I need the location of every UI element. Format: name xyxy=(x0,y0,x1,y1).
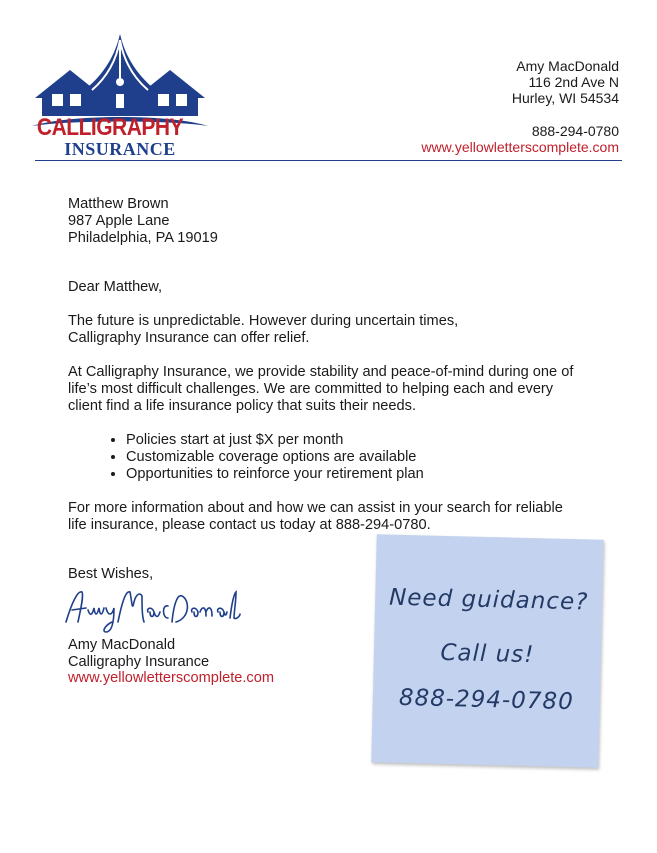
recipient-name: Matthew Brown xyxy=(68,196,169,212)
sender-city: Hurley, WI 54534 xyxy=(511,90,619,106)
sender-street: 116 2nd Ave N xyxy=(528,74,619,90)
signature-block xyxy=(68,637,274,687)
benefits-list xyxy=(68,432,588,483)
paragraph-1: The future is unpredictable. However during uncertain times, Calligraphy Insurance can offer relief. xyxy=(68,313,459,346)
recipient-address xyxy=(68,196,588,247)
recipient-city: Philadelphia, PA 19019 xyxy=(68,230,218,246)
sender-website-link[interactable]: www.yellowletterscomplete.com xyxy=(421,139,619,155)
recipient-street: 987 Apple Lane xyxy=(68,213,170,229)
list-item: • Policies start at just $X per month xyxy=(126,432,588,449)
list-item: • Customizable coverage options are available xyxy=(126,449,588,466)
header-divider xyxy=(35,160,622,161)
sign-company: Calligraphy Insurance xyxy=(68,653,210,670)
sender-info xyxy=(421,58,619,155)
note-line-2: Call us! xyxy=(440,639,535,669)
logo-text-insurance: INSURANCE xyxy=(64,139,176,159)
paragraph-2: At Calligraphy Insurance, we provide stability and peace-of-mind during one of life’s most difficult challenges. We are committed to helping each and every client find a life insurance policy that suits their needs. xyxy=(68,364,574,414)
list-item: • Opportunities to reinforce your retirement plan xyxy=(126,466,588,483)
sign-name: Amy MacDonald xyxy=(68,637,176,653)
sender-name: Amy MacDonald xyxy=(516,58,619,74)
sender-phone: 888-294-0780 xyxy=(531,123,619,139)
closing: Best Wishes, xyxy=(68,566,154,582)
logo-text-calligraphy: CALLIGRAPHY xyxy=(36,114,184,141)
sticky-note xyxy=(371,534,604,767)
salutation: Dear Matthew, xyxy=(68,279,163,295)
handwritten-signature xyxy=(62,582,242,634)
letter-body xyxy=(68,196,588,583)
note-line-3: 888-294-0780 xyxy=(398,684,575,716)
sign-website-link[interactable]: www.yellowletterscomplete.com xyxy=(68,670,275,686)
note-line-1: Need guidance? xyxy=(388,584,589,616)
paragraph-3: For more information about and how we can assist in your search for reliable life insurance, please contact us today at 888-294-0780. xyxy=(68,500,563,533)
